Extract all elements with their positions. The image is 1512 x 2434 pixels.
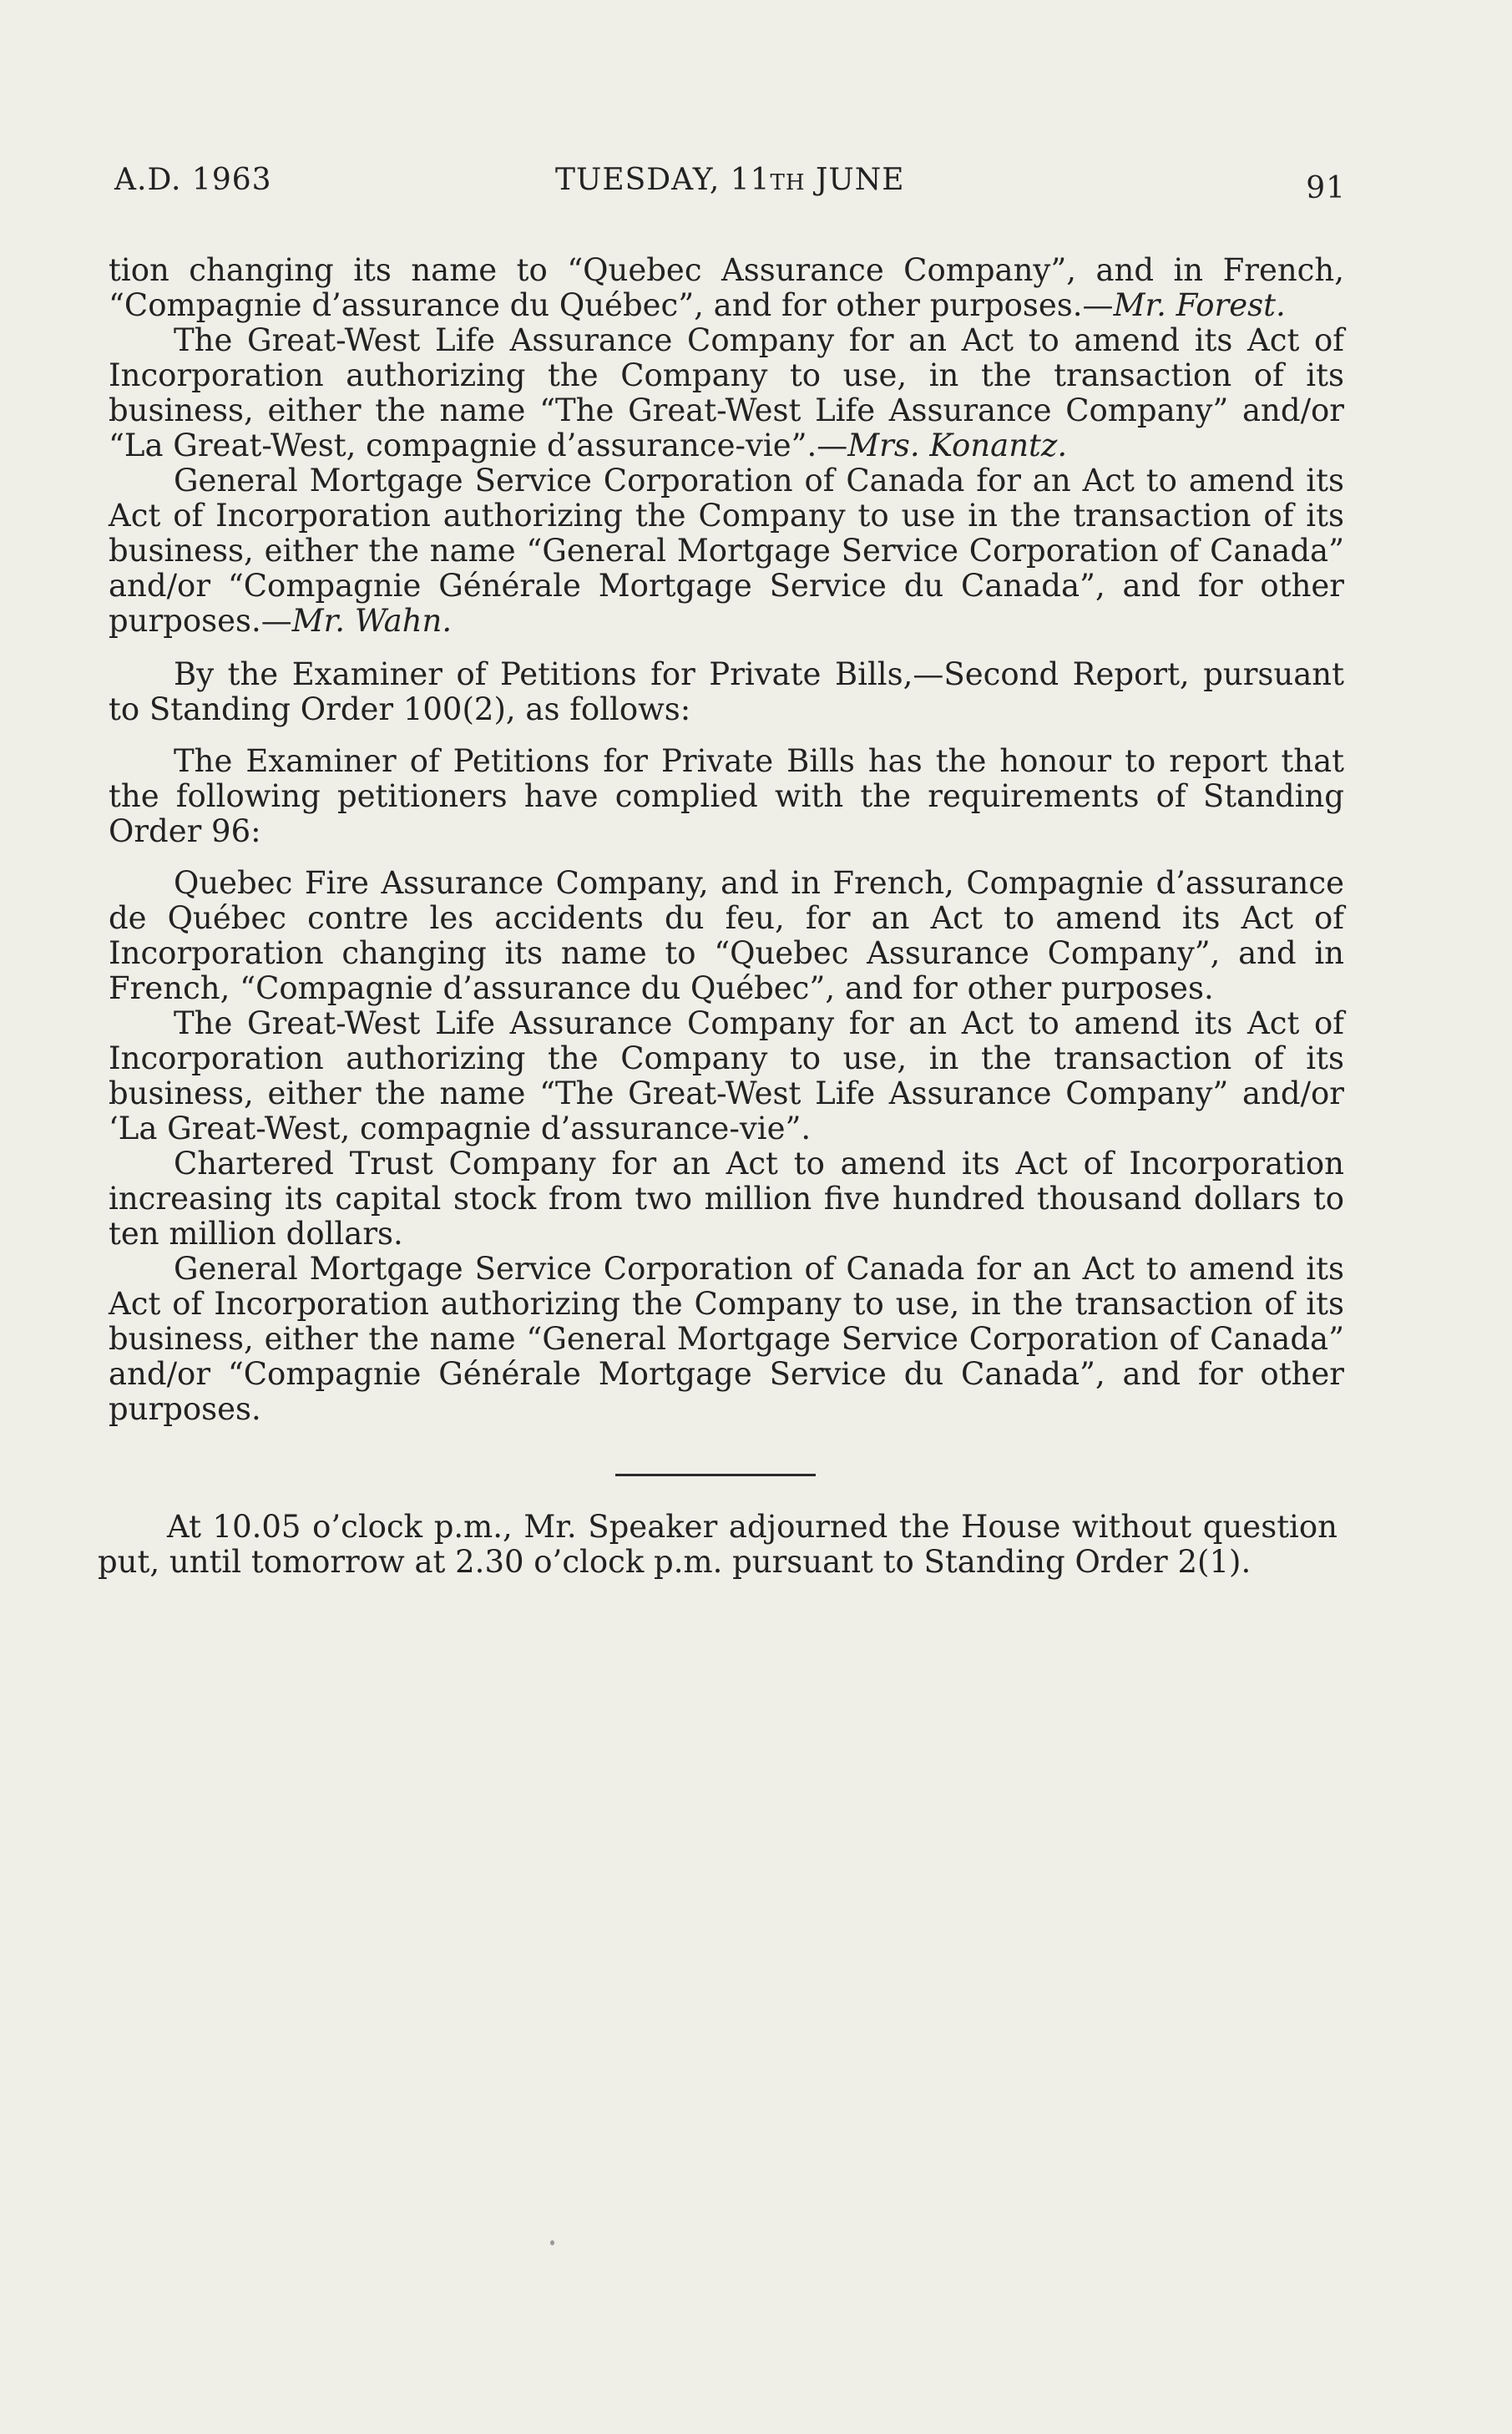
paragraph-continuation — [109, 253, 1344, 323]
page-body — [109, 253, 1344, 1427]
mover-name: Mr. Wahn. — [291, 603, 453, 639]
petition-item: The Great-West Life Assurance Company for an Act to amend its Act of Incorporation authorizing the Company to use, in the transaction of its business, either the name “The Great-West Life Assurance Company” and/or ‘La Great-West, compagnie d’assurance-vie”. — [109, 1005, 1344, 1146]
mover-name: Mr. Forest. — [1113, 287, 1286, 323]
section-divider — [615, 1474, 816, 1476]
header-title — [555, 163, 905, 197]
mover-name: Mrs. Konantz. — [847, 428, 1068, 463]
paper-speck — [550, 2240, 554, 2245]
closing-section — [98, 1510, 1338, 1580]
header-title-part2: JUNE — [805, 163, 905, 197]
paragraph-text: The Great-West Life Assurance Company for an Act to amend its Act of Incorporation authorizing the Company to use, in the transaction of its business, either the name “The Great-West Life Assurance Company” and/or “La Great-West, compagnie d’assurance-vie”.— — [109, 322, 1344, 463]
header-title-superscript: TH — [770, 170, 806, 195]
page-header — [114, 163, 1346, 213]
petition-item: Quebec Fire Assurance Company, and in French, Compagnie d’assurance de Québec contre les accidents du feu, for an Act to amend its Act of Incorporation changing its name to “Quebec Assurance Company”, and in French, “Compagnie d’assurance du Québec”, and for other purposes. — [109, 865, 1344, 1006]
petition-item: General Mortgage Service Corporation of Canada for an Act to amend its Act of Incorporation authorizing the Company to use, in the transaction of its business, either the name “General Mortgage Service Corporation of Canada” and/or “Compagnie Générale Mortgage Service du Canada”, and for other purposes. — [109, 1251, 1344, 1427]
paragraph-great-west — [109, 323, 1344, 463]
paragraph-general-mortgage — [109, 463, 1344, 639]
report-intro: By the Examiner of Petitions for Private Bills,—Second Report, pursuant to Standing Order 100(2), as follows: — [109, 656, 1344, 727]
paragraph-text: General Mortgage Service Corporation of Canada for an Act to amend its Act of Incorporation authorizing the Company to use in the transaction of its business, either the name “General Mortgage Service Corporation of Canada” and/or “Compagnie Générale Mortgage Service du Canada”, and for other purposes.— — [109, 463, 1344, 639]
report-statement: The Examiner of Petitions for Private Bills has the honour to report that the following petitioners have complied with the requirements of Standing Order 96: — [109, 743, 1344, 849]
paragraph-text: tion changing its name to “Quebec Assurance Company”, and in French, “Compagnie d’assurance du Québec”, and for other purposes.— — [109, 252, 1344, 323]
header-date: A.D. 1963 — [114, 163, 272, 197]
petition-item: Chartered Trust Company for an Act to amend its Act of Incorporation increasing its capital stock from two million five hundred thousand dollars to ten million dollars. — [109, 1146, 1344, 1252]
page-number: 91 — [1306, 171, 1346, 205]
header-title-part1: TUESDAY, 11 — [555, 163, 771, 197]
adjournment-paragraph: At 10.05 o’clock p.m., Mr. Speaker adjourned the House without question put, until tomorrow at 2.30 o’clock p.m. pursuant to Standing Order 2(1). — [98, 1509, 1338, 1580]
